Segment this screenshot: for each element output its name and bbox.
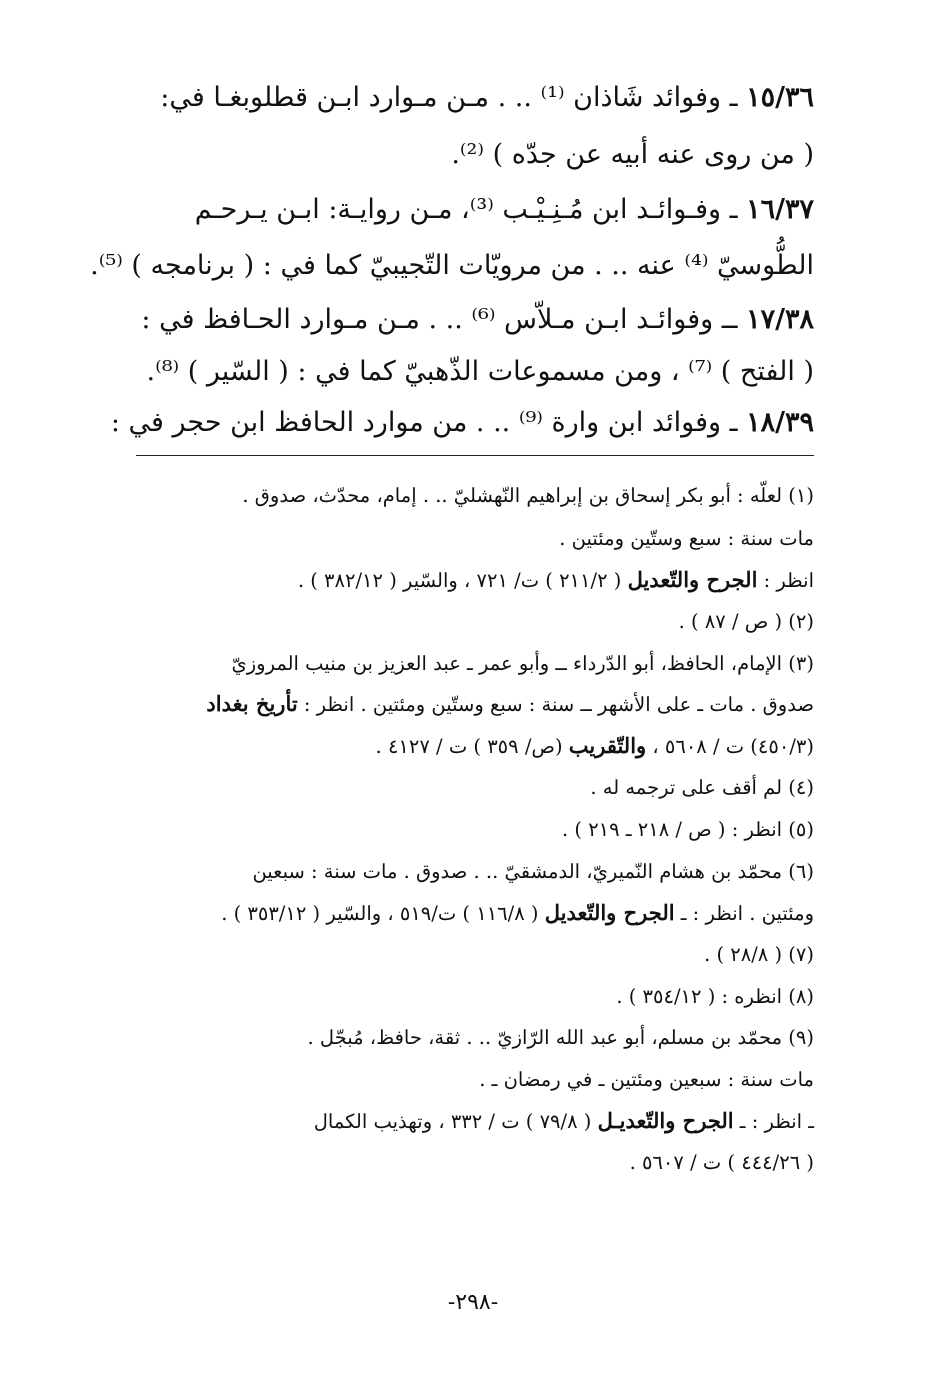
entry-text: ( الفتح ) ⁽⁷⁾ ، ومن مسموعات الذّهبيّ كما في : ( السّير ) ⁽⁸⁾. [146,356,814,387]
footnote-text: صدوق . مات ـ على الأشهر ــ سنة : سبع وستّين ومئتين . انظر : [297,693,814,716]
footnote-line [100,648,814,679]
footnote-text: (٧) ( ٢٨/٨ ) . [704,943,814,966]
main-line-5 [100,300,814,340]
entry-number: ١٧/٣٨ [746,304,814,335]
footnote-line [100,606,814,637]
footnote-line [100,981,814,1012]
footnote-text: ومئتين . انظر : ـ [674,902,814,925]
footnote-line [100,523,814,554]
entry-number: ١٨/٣٩ [746,407,814,438]
footnote-text: (ص/ ٣٥٩ ) ت / ٤١٢٧ . [375,735,569,758]
footnote-text: (٦) محمّد بن هشام النّميريّ، الدمشقيّ .. . صدوق . مات سنة : سبعين [252,860,814,883]
footnote-line [100,814,814,845]
entry-number: ١٥/٣٦ [746,82,814,113]
footnote-divider [136,455,814,456]
entry-text: ـ وفـوائـد ابن مُـنِـيْـب ⁽³⁾، مـن روايـة: ابـن يـرحـم [194,194,747,225]
footnote-text: ( ١١٦/٨ ) ت/٥١٩ ، والسّير ( ٣٥٣/١٢ ) . [221,902,545,925]
footnote-line [100,565,814,596]
footnote-bold: تأريخ بغداد [206,691,298,716]
footnote-line [100,1147,814,1178]
entry-text: ( من روى عنه أبيه عن جدّه ) ⁽²⁾. [451,139,814,170]
footnote-text: مات سنة : سبع وستّين ومئتين . [559,527,814,550]
footnote-bold: الجرح والتّعديل [627,567,758,592]
footnote-text: (٥) انظر : ( ص / ٢١٨ ـ ٢١٩ ) . [562,818,814,841]
footnote-line [100,1064,814,1095]
footnote-text: (٣) الإمام، الحافظ، أبو الدّرداء ــ وأبو عمر ـ عبد العزيز بن منيب المروزيّ [231,652,814,675]
footnote-text: ( ٤٤٤/٢٦ ) ت / ٥٦٠٧ . [629,1151,814,1174]
main-line-6 [100,352,814,392]
footnote-text: (٩) محمّد بن مسلم، أبو عبد الله الرّازيّ .. . ثقة، حافظ، مُبجّل . [307,1026,814,1049]
footnote-text: ( ٢١١/٢ ) ت/ ٧٢١ ، والسّير ( ٣٨٢/١٢ ) . [297,569,628,592]
footnote-text: (٤٥٠/٣) ت / ٥٦٠٨ ، [646,735,814,758]
footnote-line [100,480,814,511]
footnote-text: (٨) انظره : ( ٣٥٤/١٢ ) . [616,985,814,1008]
footnote-text: ـ انظر : ـ [733,1110,814,1133]
main-line-3 [100,190,814,230]
footnote-bold: والتّقريب [568,733,647,758]
footnote-text: انظر : [757,569,814,592]
footnote-bold: الجرح والتّعديل [544,900,675,925]
footnote-text: (١) لعلّه : أبو بكر إسحاق بن إبراهيم النّهشليّ .. . إمام، محدّث، صدوق . [242,484,814,507]
footnote-line [100,1106,814,1137]
footnote-text: مات سنة : سبعين ومئتين ـ في رمضان ـ . [479,1068,814,1091]
footnote-line [100,1022,814,1053]
entry-text: الطُّوسيّ ⁽⁴⁾ عنه .. . من مرويّات التّجيبيّ كما في : ( برنامجه ) ⁽⁵⁾. [90,250,814,281]
footnote-bold: الجرح والتّعديـل [597,1108,734,1133]
footnote-text: (٤) لم أقف على ترجمه له . [590,776,814,799]
entry-number: ١٦/٣٧ [746,194,814,225]
main-line-4 [90,246,814,286]
main-line-1 [100,78,814,118]
footnote-line [100,939,814,970]
footnote-text: (٢) ( ص / ٨٧ ) . [678,610,814,633]
footnote-line [100,898,814,929]
page-number: -٢٩٨- [447,1290,499,1315]
footnote-line [100,772,814,803]
main-line-7 [100,403,814,443]
entry-text: ـ وفوائد ابن وارة ⁽⁹⁾ .. . من موارد الحافظ ابن حجر في : [110,407,747,438]
entry-text: ـ وفوائد شَاذان ⁽¹⁾ .. . مـن مـوارد ابـن قطلوبغـا في: [160,82,747,113]
footnote-line [100,856,814,887]
footnote-text: ( ٧٩/٨ ) ت / ٣٣٢ ، وتهذيب الكمال [313,1110,598,1133]
footnote-line [100,689,814,720]
footnote-line [100,731,814,762]
entry-text: ــ وفوائـد ابـن مـلاّس ⁽⁶⁾ .. . مـن مـوارد الحـافظ في : [141,304,747,335]
main-line-2 [100,135,814,175]
